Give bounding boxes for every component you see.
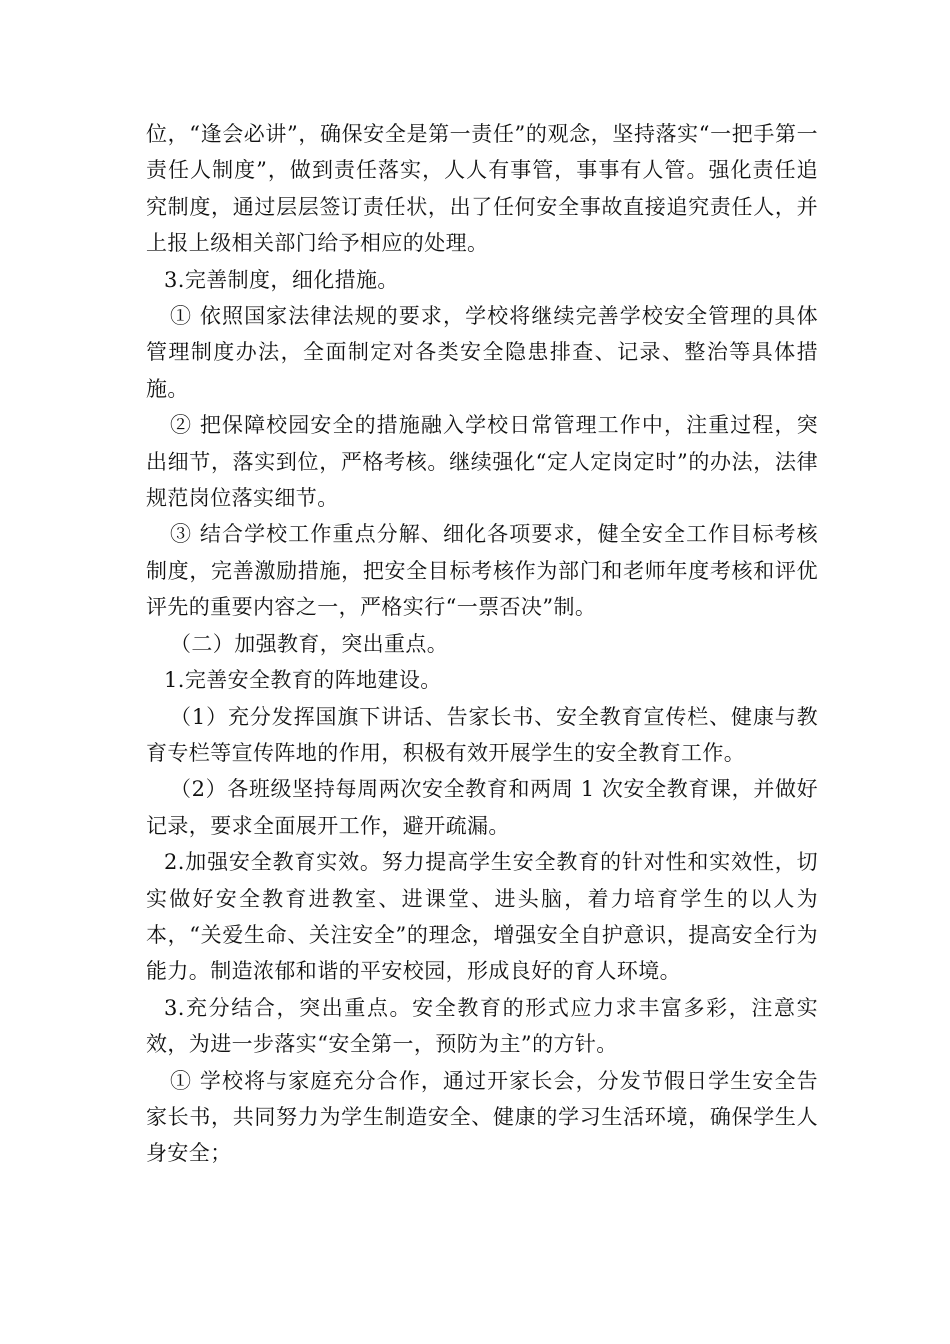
paragraph-combine-focus: 3.充分结合，突出重点。安全教育的形式应力求丰富多彩，注意实效，为进一步落实“安全第一，预防为主”的方针。 <box>146 995 818 1057</box>
list-item-1: ① 依照国家法律法规的要求，学校将继续完善学校安全管理的具体管理制度办法，全面制定对各类安全隐患排查、记录、整治等具体措施。 <box>146 304 818 401</box>
heading-improve-system: 3.完善制度，细化措施。 <box>164 267 399 292</box>
list-item-3: ③ 结合学校工作重点分解、细化各项要求，健全安全工作目标考核制度，完善激励措施，把安全目标考核作为部门和老师年度考核和评优评先的重要内容之一，严格实行“一票否决”制。 <box>146 522 818 620</box>
heading-education-base: 1.完善安全教育的阵地建设。 <box>164 668 442 693</box>
document-body <box>146 116 818 1172</box>
list-item-family: ① 学校将与家庭充分合作，通过开家长会，分发节假日学生安全告家长书，共同努力为学生制造安全、健康的学习生活环境，确保学生人身安全； <box>146 1068 818 1166</box>
section-heading-education: （二）加强教育，突出重点。 <box>170 631 449 656</box>
numbered-item-2: （2）各班级坚持每周两次安全教育和两周 1 次安全教育课，并做好记录，要求全面展开工作，避开疏漏。 <box>146 777 818 838</box>
numbered-item-1: （1）充分发挥国旗下讲话、告家长书、安全教育宣传栏、健康与教育专栏等宣传阵地的作用，积极有效开展学生的安全教育工作。 <box>146 704 818 765</box>
paragraph-responsibility: 位，“逢会必讲”，确保安全是第一责任”的观念，坚持落实“一把手第一责任人制度”，做到责任落实，人人有事管，事事有人管。强化责任追究制度，通过层层签订责任状，出了任何安全事故直接追究责任人，并上报上级相关部门给予相应的处理。 <box>146 122 818 256</box>
list-item-2: ② 把保障校园安全的措施融入学校日常管理工作中，注重过程，突出细节，落实到位，严格考核。继续强化“定人定岗定时”的办法，法律规范岗位落实细节。 <box>146 413 818 511</box>
paragraph-education-effect: 2.加强安全教育实效。努力提高学生安全教育的针对性和实效性，切实做好安全教育进教室、进课堂、进头脑，着力培育学生的以人为本，“关爱生命、关注安全”的理念，增强安全自护意识，提高安全行为能力。制造浓郁和谐的平安校园，形成良好的育人环境。 <box>146 850 818 984</box>
